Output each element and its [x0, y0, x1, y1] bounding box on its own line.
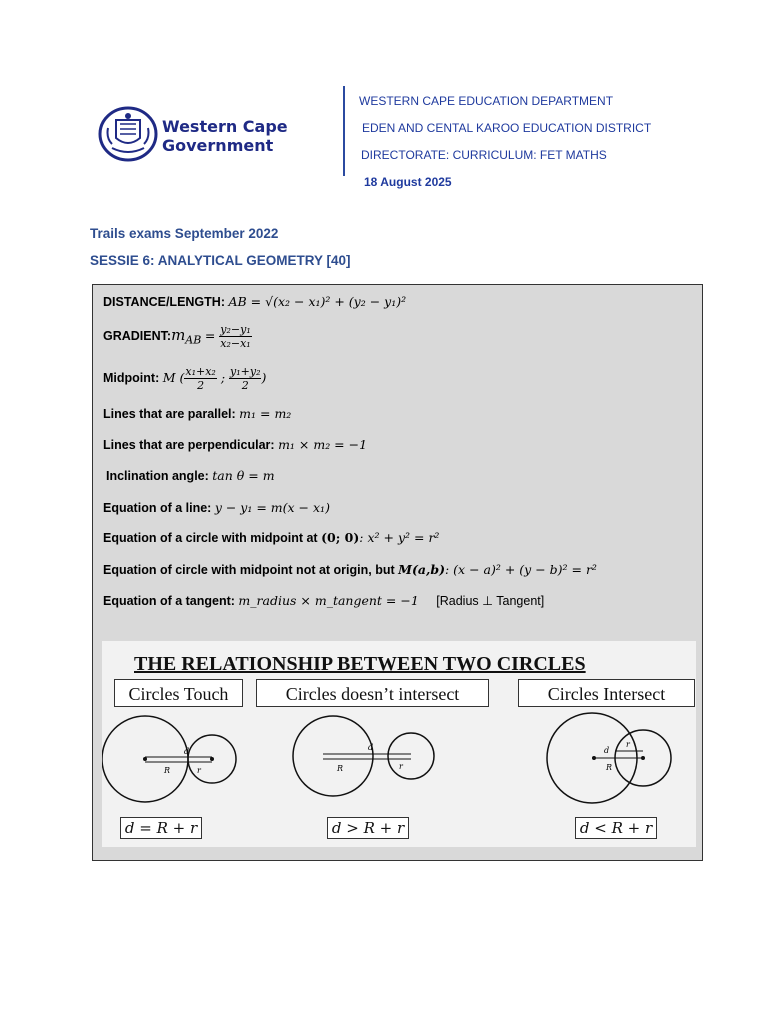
- tangent-row: Equation of a tangent: m_radius × m_tangent = −1 [Radius ⊥ Tangent]: [103, 593, 545, 608]
- gradient-row: $GRADIENT:m_{AB}$ = $\frac{\text{y₂−y₁}}{\text{x₂−x₁}}$: [103, 323, 251, 350]
- case-intersect-label: Circles Intersect: [518, 679, 695, 707]
- gradient-label: GRADIENT:: [103, 328, 172, 343]
- gradient-sub: AB: [185, 333, 202, 347]
- separate-d-label: d: [368, 743, 374, 752]
- intersect-equation: d < R + r: [575, 817, 657, 839]
- case-touch-label: Circles Touch: [114, 679, 243, 707]
- coat-of-arms-icon: [98, 106, 158, 162]
- header-line-3: DIRECTORATE: CURRICULUM: FET MATHS: [361, 148, 607, 162]
- circle-relationship-panel: [102, 641, 696, 847]
- tangent-note: [Radius ⊥ Tangent]: [436, 594, 545, 608]
- touch-r-label: r: [197, 766, 201, 775]
- intersect-R-label: R: [606, 763, 613, 772]
- midpoint-x-fraction: $\frac{\text{x₁+x₂}}{2}$: [185, 365, 216, 392]
- distance-label: DISTANCE/LENGTH:: [103, 295, 225, 309]
- formula-sheet: [92, 284, 703, 861]
- gradient-m: m: [171, 325, 186, 344]
- header-line-2: EDEN AND CENTAL KAROO EDUCATION DISTRICT: [362, 121, 652, 135]
- session-title: SESSIE 6: ANALYTICAL GEOMETRY [40]: [90, 253, 351, 268]
- distance-row: [103, 294, 406, 309]
- circles-diagram: [102, 707, 696, 817]
- line-equation-row: Equation of a line: y − y₁ = m(x − x₁): [103, 500, 330, 515]
- touch-circles: [102, 716, 236, 802]
- midpoint-row: Midpoint: M ( $\frac{\text{x₁+x₂}}{2}$ ; $\frac{\text{y₁+y₂}}{2}$ ): [103, 365, 267, 392]
- intersecting-circles: [547, 713, 671, 803]
- separate-r-label: r: [399, 762, 403, 771]
- circle-general-row: Equation of circle with midpoint not at origin, but M(a,b): (x − a)² + (y − b)² = r²: [103, 562, 597, 577]
- touch-equation: d = R + r: [120, 817, 202, 839]
- exam-title: Trails exams September 2022: [90, 226, 279, 241]
- inclination-row: Inclination angle: tan θ = m: [106, 468, 275, 483]
- western-cape-logo: [98, 106, 298, 162]
- distance-formula: AB = √(x₂ − x₁)² + (y₂ − y₁)²: [228, 294, 407, 309]
- separate-R-label: R: [337, 764, 344, 773]
- parallel-row: Lines that are parallel: m₁ = m₂: [103, 406, 292, 421]
- touch-d-label: d: [184, 747, 190, 756]
- circle-origin-row: Equation of a circle with midpoint at (0; 0): x² + y² = r²: [103, 530, 440, 545]
- header-date: 18 August 2025: [364, 175, 452, 189]
- intersect-r-label: r: [626, 740, 630, 749]
- perpendicular-row: Lines that are perpendicular: m₁ × m₂ = −1: [103, 437, 368, 452]
- logo-line-2: Government: [162, 136, 274, 155]
- logo-line-1: Western Cape: [162, 117, 288, 136]
- relationship-title: THE RELATIONSHIP BETWEEN TWO CIRCLES: [134, 653, 586, 675]
- gradient-fraction: $\frac{\text{y₂−y₁}}{\text{x₂−x₁}}$: [220, 323, 251, 350]
- case-no-intersect-label: Circles doesn’t intersect: [256, 679, 489, 707]
- intersect-d-label: d: [604, 746, 610, 755]
- separate-circles: [293, 716, 434, 796]
- touch-R-label: R: [164, 766, 171, 775]
- midpoint-y-fraction: $\frac{\text{y₁+y₂}}{2}$: [230, 365, 261, 392]
- midpoint-label: Midpoint:: [103, 370, 160, 385]
- header-line-1: WESTERN CAPE EDUCATION DEPARTMENT: [359, 94, 614, 108]
- no-intersect-equation: d > R + r: [327, 817, 409, 839]
- header-divider: [343, 86, 345, 176]
